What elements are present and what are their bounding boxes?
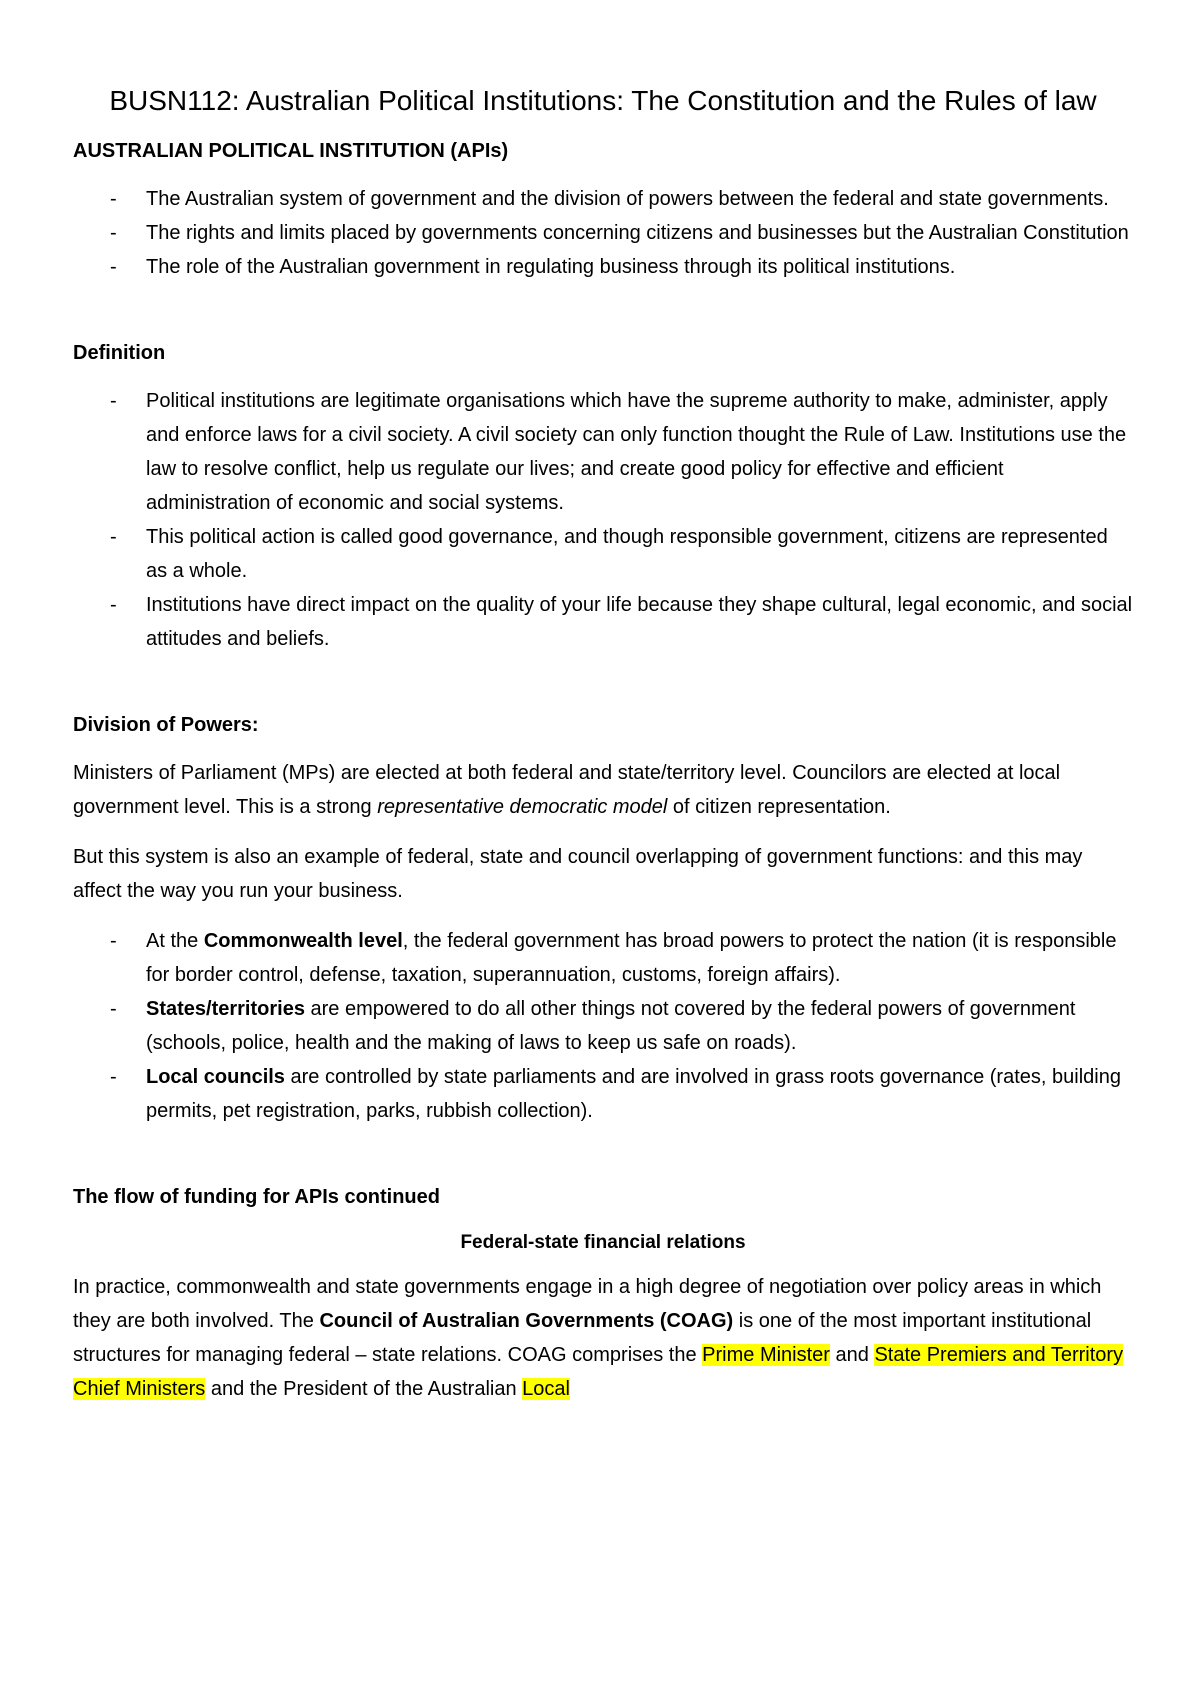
bold-term: Local councils xyxy=(146,1066,285,1088)
list-item: - At the Commonwealth level, the federal government has broad powers to protect the nation (it is responsible for border control, defense, taxation, superannuation, customs, foreign affairs). xyxy=(73,924,1133,992)
highlighted-text: State Premiers and Territory Chief Ministers xyxy=(73,1344,1124,1400)
list-item: - Institutions have direct impact on the quality of your life because they shape cultural, legal economic, and social attitudes and beliefs. xyxy=(73,588,1133,656)
funding-heading: The flow of funding for APIs continued xyxy=(73,1186,440,1208)
bold-term: Council of Australian Governments (COAG) xyxy=(319,1310,734,1332)
list-item: - States/territories are empowered to do all other things not covered by the federal powers of government (schools, police, health and the making of laws to keep us safe on roads). xyxy=(73,992,1133,1060)
apis-heading: AUSTRALIAN POLITICAL INSTITUTION (APIs) xyxy=(73,140,509,162)
division-heading: Division of Powers: xyxy=(73,714,259,736)
funding-paragraph: In practice, commonwealth and state governments engage in a high degree of negotiation over policy areas in which they are both involved. The Council of Australian Governments (COAG) is one of the most important institutional structures for managing federal – state relations. COAG comprises the Prime Minister and State Premiers and Territory Chief Ministers and the President of the Australian Local xyxy=(73,1276,1124,1400)
page-title xyxy=(73,78,1133,124)
definition-list xyxy=(73,384,1133,656)
title-text: Australian Political Institutions: The Constitution and the Rules of law xyxy=(245,85,1097,116)
division-list xyxy=(73,924,1133,1128)
highlighted-text: Local xyxy=(522,1378,570,1400)
highlighted-text: Prime Minister xyxy=(702,1344,830,1366)
emphasis-text: representative democratic model xyxy=(377,796,668,818)
apis-list xyxy=(73,182,1133,284)
division-paragraph-2: But this system is also an example of federal, state and council overlapping of government functions: and this may affect the way you run your business. xyxy=(73,846,1083,902)
list-item: - The role of the Australian government in regulating business through its political institutions. xyxy=(73,250,1133,284)
document-page xyxy=(73,78,1133,1422)
bold-term: Commonwealth level xyxy=(203,930,403,952)
funding-subheading: Federal-state financial relations xyxy=(460,1232,746,1253)
course-code: BUSN112: xyxy=(109,85,240,116)
bold-term: States/territories xyxy=(146,998,305,1020)
definition-heading: Definition xyxy=(73,342,166,364)
list-item: - The Australian system of government and the division of powers between the federal and state governments. xyxy=(73,182,1133,216)
list-item: - Local councils are controlled by state parliaments and are involved in grass roots governance (rates, building permits, pet registration, parks, rubbish collection). xyxy=(73,1060,1133,1128)
list-item: - This political action is called good governance, and though responsible government, citizens are represented as a whole. xyxy=(73,520,1133,588)
list-item: - The rights and limits placed by governments concerning citizens and businesses but the Australian Constitution xyxy=(73,216,1133,250)
list-item: - Political institutions are legitimate organisations which have the supreme authority to make, administer, apply and enforce laws for a civil society. A civil society can only function thought the Rule of Law. Institutions use the law to resolve conflict, help us regulate our lives; and create good policy for effective and efficient administration of economic and social systems. xyxy=(73,384,1133,520)
division-paragraph-1: Ministers of Parliament (MPs) are elected at both federal and state/territory level. Councilors are elected at local government level. This is a strong representative democratic model of citizen representation. xyxy=(73,762,1061,818)
